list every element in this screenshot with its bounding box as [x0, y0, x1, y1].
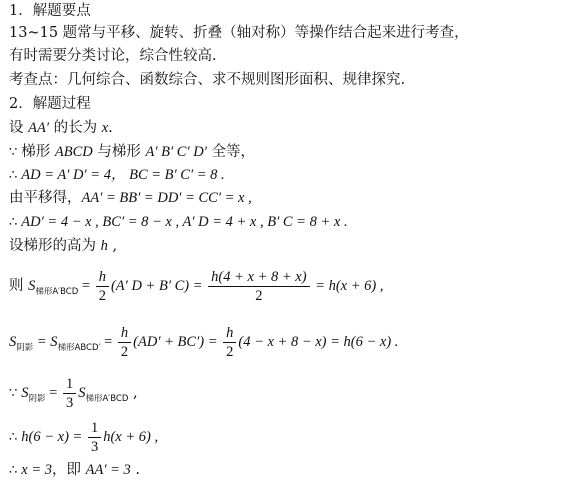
- math-expression: x = 3: [21, 462, 53, 478]
- therefore-symbol: ∴: [9, 168, 18, 183]
- math-var: S: [21, 385, 29, 401]
- fraction: [208, 268, 309, 305]
- line-equation: [9, 417, 158, 458]
- line-area-shaded: [9, 322, 398, 364]
- therefore-symbol: ∴: [9, 463, 18, 478]
- line-conclusion: [9, 461, 140, 480]
- text: 设: [9, 120, 29, 136]
- key-points-line-2: 有时需要分类讨论，综合性较高.: [9, 48, 217, 64]
- fraction: [63, 375, 76, 412]
- heading-solution-process: 2．解题过程: [9, 96, 91, 112]
- math-expression: = h(x + 6) ,: [311, 278, 384, 294]
- because-symbol: ∵: [9, 386, 18, 401]
- fraction: [96, 268, 109, 305]
- denominator: 3: [90, 438, 99, 455]
- math-var: S: [78, 385, 86, 401]
- text: ,: [107, 238, 118, 254]
- line-side-lengths: [9, 166, 225, 185]
- numerator: h: [96, 268, 109, 287]
- line-translation: [9, 189, 252, 207]
- math-var: h: [100, 238, 108, 254]
- math-expression: h(x + 6) ,: [103, 429, 159, 445]
- line-area-ratio: [9, 373, 138, 415]
- denominator: 2: [120, 343, 129, 360]
- denominator: 3: [65, 394, 74, 411]
- numerator: h(4 + x + 8 + x): [208, 268, 309, 287]
- text: 则: [9, 278, 29, 294]
- heading-key-points: 1．解题要点: [9, 3, 91, 19]
- numerator: 1: [63, 375, 76, 394]
- math-var: S: [9, 334, 17, 350]
- key-points-line-1: 13~15 题常与平移、旋转、折叠（轴对称）等操作结合起来进行考查，: [9, 25, 469, 41]
- numerator: h: [118, 324, 131, 343]
- text: .: [130, 462, 141, 478]
- line-trapezoid-congruent: [9, 143, 255, 162]
- denominator: 2: [98, 287, 106, 304]
- math-var: x: [101, 120, 109, 136]
- subscript: 阴影: [28, 394, 46, 404]
- text: .: [108, 120, 113, 136]
- line-set-length: [9, 119, 113, 137]
- fraction: [118, 324, 131, 361]
- text: 设梯形的高为: [9, 238, 101, 254]
- math-expression: (4 − x + 8 − x) = h(6 − x) .: [238, 334, 399, 350]
- therefore-symbol: ∴: [9, 215, 18, 230]
- because-symbol: ∵: [9, 145, 18, 160]
- text: 的长为: [49, 120, 102, 136]
- subscript: 梯形ABCD′: [57, 343, 101, 353]
- math-var: A′ B′ C′ D′: [145, 144, 207, 160]
- denominator: 2: [226, 343, 234, 360]
- text: 由平移得，: [9, 190, 82, 206]
- text: ,: [128, 385, 138, 401]
- subscript: 阴影: [16, 343, 34, 353]
- text: ，即: [52, 462, 86, 478]
- line-area-trapezoid: [9, 266, 383, 308]
- math-expression: AA′ = BB′ = DD′ = CC′ = x ,: [81, 190, 252, 206]
- math-op: =: [45, 385, 61, 401]
- math-op: =: [78, 278, 94, 294]
- math-expression: h(6 − x) =: [21, 429, 86, 445]
- math-var: S: [28, 278, 36, 294]
- subscript: 梯形A′BCD: [85, 394, 129, 404]
- line-height: [9, 237, 117, 255]
- key-points-line-3: 考查点：几何综合、函数综合、求不规则图形面积、规律探究.: [9, 72, 406, 88]
- fraction: [223, 324, 236, 361]
- denominator: 2: [255, 287, 263, 304]
- math-expression: (A′ D + B′ C) =: [110, 278, 207, 294]
- math-expression: = S: [33, 334, 58, 350]
- math-expression: (AD′ + BC′) =: [133, 334, 222, 350]
- math-expression: AD = A′ D′ = 4， BC = B′ C′ = 8 .: [21, 167, 225, 183]
- numerator: h: [223, 324, 236, 343]
- text: 全等，: [206, 144, 255, 160]
- subscript: 梯形A′BCD: [35, 287, 79, 297]
- text: 与梯形: [92, 144, 146, 160]
- math-var: AA′: [28, 120, 49, 136]
- math-expression: AA′ = 3: [85, 462, 131, 478]
- fraction: [88, 419, 101, 456]
- numerator: 1: [88, 419, 101, 438]
- math-var: ABCD: [54, 144, 93, 160]
- math-op: =: [100, 334, 116, 350]
- text: 梯形: [21, 144, 55, 160]
- line-segment-expressions: [9, 213, 348, 232]
- math-expression: AD′ = 4 − x , BC′ = 8 − x , A′ D = 4 + x , B′ C = 8 + x .: [21, 214, 348, 230]
- therefore-symbol: ∴: [9, 430, 18, 445]
